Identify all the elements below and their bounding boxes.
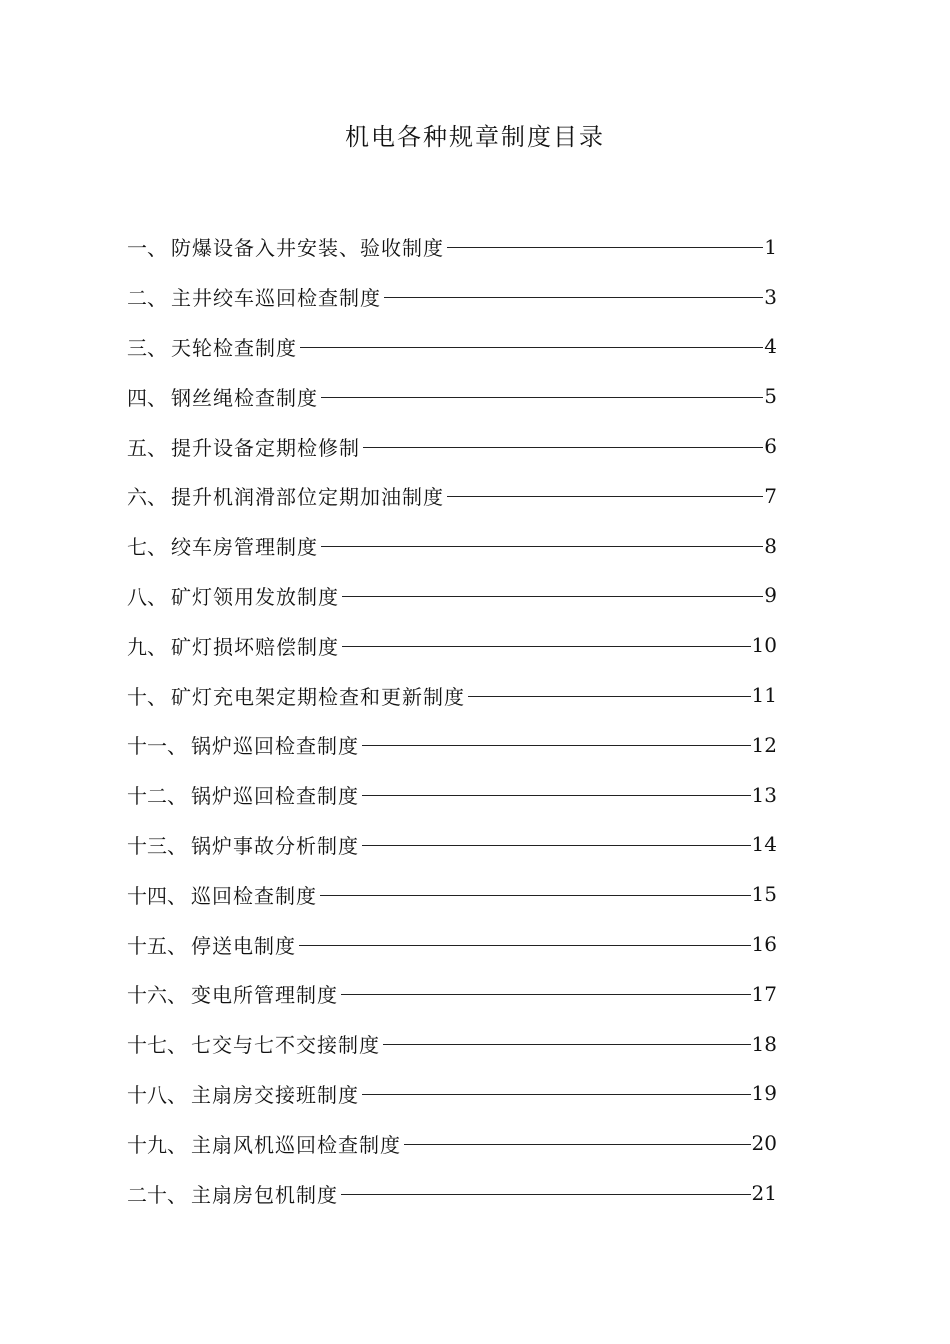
toc-entry — [127, 571, 777, 621]
toc-entry-number: 十七 — [127, 1033, 167, 1058]
toc-entry-label: 矿灯损坏赔偿制度 — [171, 634, 339, 659]
toc-entry-page-number: 1 — [764, 234, 777, 259]
toc-entry-number: 十 — [127, 684, 147, 709]
toc-entry-label: 绞车房管理制度 — [171, 535, 318, 560]
toc-entry-page-number: 10 — [751, 633, 777, 658]
toc-leader-line — [362, 845, 751, 846]
toc-entry-number: 二十 — [127, 1182, 167, 1207]
toc-entry-number: 十二 — [127, 784, 167, 809]
toc-leader-line — [321, 546, 763, 547]
toc-entry-label: 钢丝绳检查制度 — [171, 385, 318, 410]
toc-entry-label: 主扇风机巡回检查制度 — [191, 1132, 401, 1157]
toc-entry-separator: 、 — [147, 435, 167, 460]
toc-entry — [127, 969, 777, 1019]
toc-entry-page-number: 20 — [751, 1131, 777, 1156]
toc-entry-separator: 、 — [147, 684, 167, 709]
toc-entry-separator: 、 — [167, 1182, 187, 1207]
toc-entry-number: 四 — [127, 385, 147, 410]
toc-leader-line — [404, 1144, 751, 1145]
toc-entry — [127, 272, 777, 322]
toc-entry-separator: 、 — [147, 584, 167, 609]
toc-entry-label: 锅炉事故分析制度 — [191, 833, 359, 858]
toc-entry-page-number: 8 — [764, 533, 777, 558]
toc-leader-line — [341, 1194, 751, 1195]
toc-entry-number: 一 — [127, 236, 147, 261]
toc-entry-label: 防爆设备入井安装、验收制度 — [171, 236, 444, 261]
toc-entry-separator: 、 — [147, 535, 167, 560]
toc-entry-label: 锅炉巡回检查制度 — [191, 784, 359, 809]
toc-entry-separator: 、 — [147, 236, 167, 261]
toc-entry-number: 十六 — [127, 983, 167, 1008]
toc-entry-label: 提升机润滑部位定期加油制度 — [171, 485, 444, 510]
toc-entry-separator: 、 — [167, 784, 187, 809]
toc-entry — [127, 720, 777, 770]
toc-entry-separator: 、 — [147, 286, 167, 311]
table-of-contents — [127, 222, 777, 1218]
toc-entry-number: 六 — [127, 485, 147, 510]
toc-entry — [127, 670, 777, 720]
toc-entry-number: 十四 — [127, 883, 167, 908]
toc-entry-number: 十一 — [127, 734, 167, 759]
toc-entry-label: 主扇房交接班制度 — [191, 1082, 359, 1107]
toc-entry-separator: 、 — [167, 933, 187, 958]
page-title: 机电各种规章制度目录 — [345, 123, 605, 151]
toc-leader-line — [447, 496, 763, 497]
toc-leader-line — [383, 1044, 751, 1045]
toc-leader-line — [300, 347, 763, 348]
toc-entry-label: 提升设备定期检修制 — [171, 435, 360, 460]
toc-entry-page-number: 7 — [764, 483, 777, 508]
toc-entry-page-number: 9 — [764, 583, 777, 608]
toc-entry-page-number: 16 — [751, 932, 777, 957]
toc-entry-number: 二 — [127, 286, 147, 311]
toc-entry — [127, 421, 777, 471]
toc-entry — [127, 322, 777, 372]
toc-entry-page-number: 6 — [764, 434, 777, 459]
toc-entry-label: 变电所管理制度 — [191, 983, 338, 1008]
toc-entry-label: 巡回检查制度 — [191, 883, 317, 908]
toc-entry — [127, 869, 777, 919]
toc-entry-number: 五 — [127, 435, 147, 460]
toc-entry-number: 十三 — [127, 833, 167, 858]
toc-entry — [127, 521, 777, 571]
toc-entry-separator: 、 — [167, 1082, 187, 1107]
toc-entry-separator: 、 — [167, 833, 187, 858]
toc-entry-page-number: 18 — [751, 1031, 777, 1056]
toc-entry — [127, 919, 777, 969]
toc-entry-separator: 、 — [167, 734, 187, 759]
toc-entry-separator: 、 — [167, 1033, 187, 1058]
toc-entry — [127, 222, 777, 272]
toc-entry — [127, 371, 777, 421]
toc-entry-number: 三 — [127, 335, 147, 360]
toc-entry-page-number: 19 — [751, 1081, 777, 1106]
toc-leader-line — [362, 795, 751, 796]
toc-entry-separator: 、 — [147, 485, 167, 510]
toc-entry-page-number: 14 — [751, 832, 777, 857]
toc-entry-number: 九 — [127, 634, 147, 659]
toc-leader-line — [299, 945, 751, 946]
toc-entry-number: 十八 — [127, 1082, 167, 1107]
toc-entry-number: 十九 — [127, 1132, 167, 1157]
toc-entry-separator: 、 — [147, 385, 167, 410]
toc-leader-line — [362, 745, 751, 746]
toc-entry-label: 主井绞车巡回检查制度 — [171, 286, 381, 311]
toc-leader-line — [321, 397, 763, 398]
toc-leader-line — [363, 447, 763, 448]
toc-entry — [127, 620, 777, 670]
toc-entry-label: 停送电制度 — [191, 933, 296, 958]
toc-entry — [127, 1118, 777, 1168]
toc-entry-label: 锅炉巡回检查制度 — [191, 734, 359, 759]
toc-entry-separator: 、 — [167, 1132, 187, 1157]
toc-entry-separator: 、 — [167, 983, 187, 1008]
toc-entry — [127, 770, 777, 820]
toc-entry-label: 主扇房包机制度 — [191, 1182, 338, 1207]
toc-leader-line — [341, 994, 751, 995]
toc-entry-page-number: 5 — [764, 384, 777, 409]
toc-entry-page-number: 3 — [764, 284, 777, 309]
toc-entry-label: 矿灯充电架定期检查和更新制度 — [171, 684, 465, 709]
toc-entry — [127, 471, 777, 521]
toc-leader-line — [384, 297, 763, 298]
toc-leader-line — [362, 1094, 751, 1095]
toc-entry-separator: 、 — [147, 634, 167, 659]
toc-leader-line — [342, 646, 751, 647]
toc-entry-separator: 、 — [167, 883, 187, 908]
toc-entry-page-number: 15 — [751, 882, 777, 907]
toc-entry-page-number: 11 — [751, 683, 777, 708]
toc-entry — [127, 1168, 777, 1218]
toc-entry-separator: 、 — [147, 335, 167, 360]
toc-entry — [127, 820, 777, 870]
toc-entry — [127, 1019, 777, 1069]
toc-entry-number: 八 — [127, 584, 147, 609]
toc-entry-page-number: 21 — [751, 1181, 777, 1206]
toc-leader-line — [468, 696, 751, 697]
toc-entry-number: 七 — [127, 535, 147, 560]
toc-entry-page-number: 4 — [764, 334, 777, 359]
toc-entry-label: 天轮检查制度 — [171, 335, 297, 360]
toc-leader-line — [320, 895, 751, 896]
toc-entry-label: 七交与七不交接制度 — [191, 1033, 380, 1058]
toc-leader-line — [447, 247, 763, 248]
toc-leader-line — [342, 596, 763, 597]
toc-entry — [127, 1069, 777, 1119]
toc-entry-label: 矿灯领用发放制度 — [171, 584, 339, 609]
toc-entry-page-number: 13 — [751, 782, 777, 807]
toc-entry-page-number: 12 — [751, 732, 777, 757]
toc-entry-number: 十五 — [127, 933, 167, 958]
toc-entry-page-number: 17 — [751, 981, 777, 1006]
